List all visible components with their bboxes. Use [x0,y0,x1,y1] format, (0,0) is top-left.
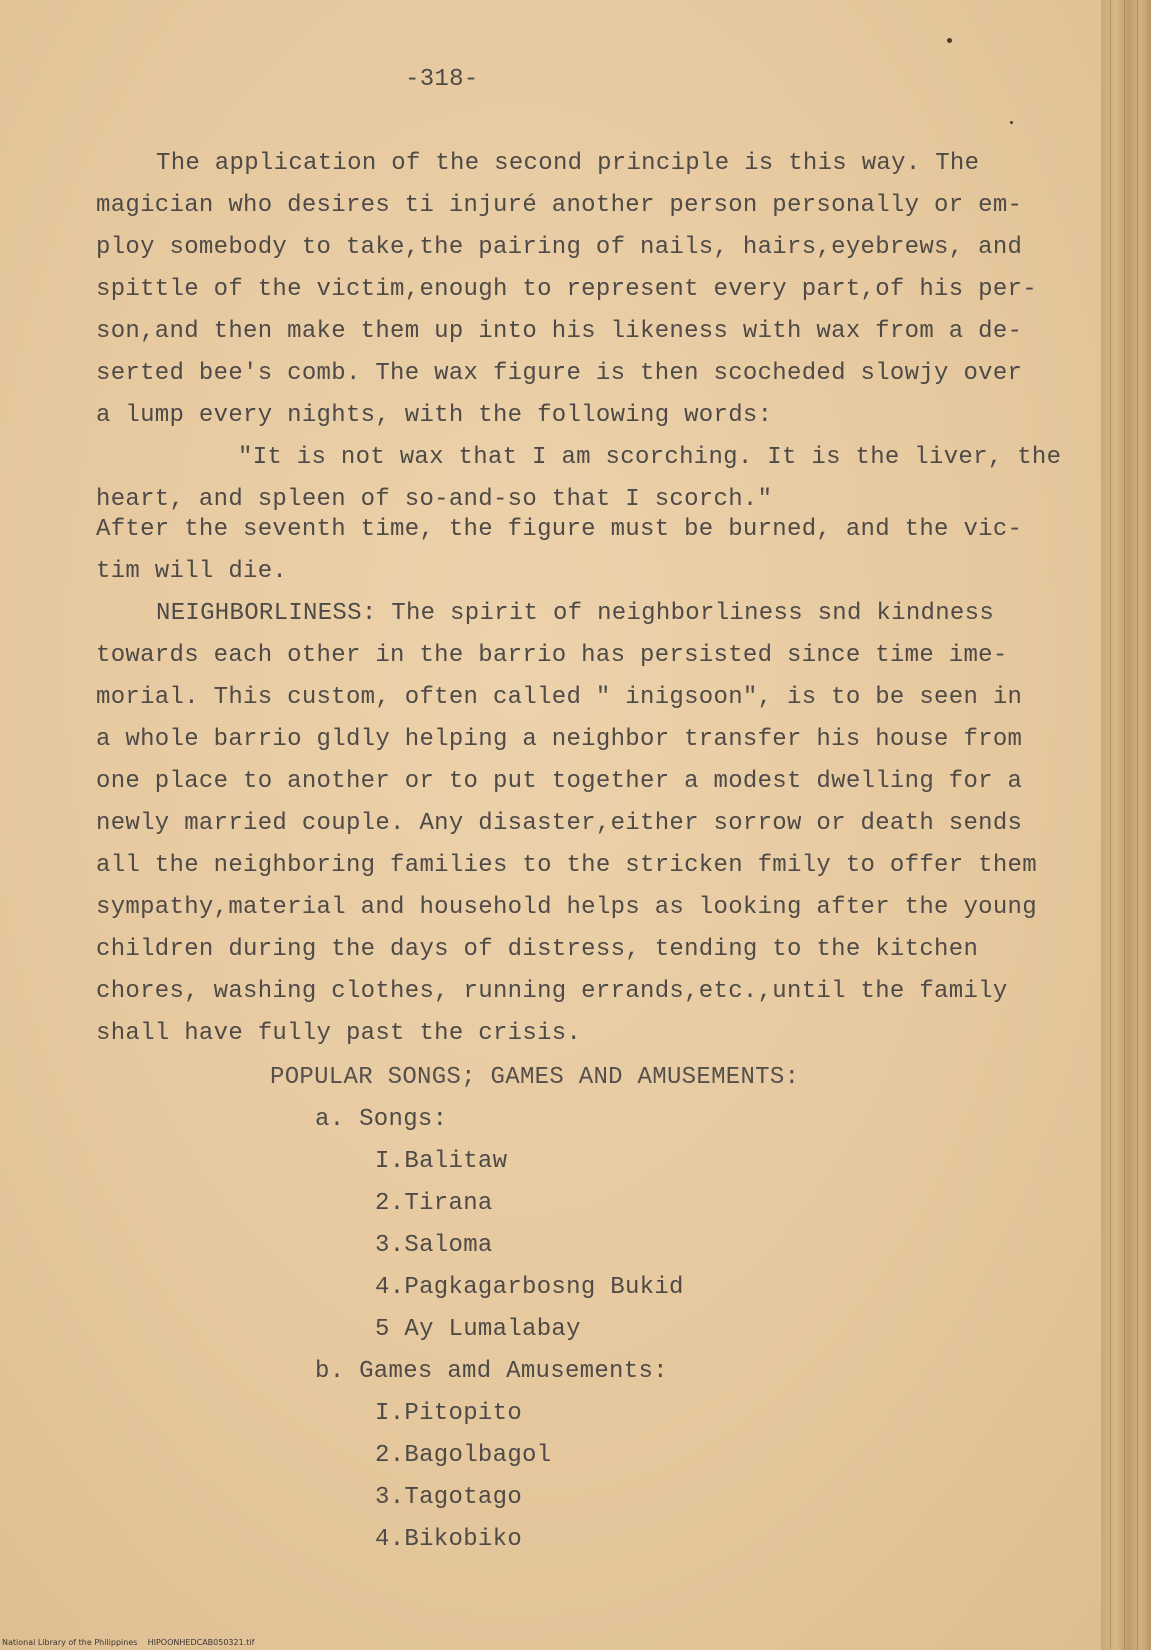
text-line: shall have fully past the crisis. [96,1020,582,1047]
scan-footer: National Library of the Philippines HIPOONHEDCAB050321.tif [2,1638,255,1647]
text-line: spittle of the victim,enough to represent every part,of his per- [96,276,1037,303]
text-line: chores, washing clothes, running errands,etc.,until the family [96,978,1008,1005]
text-line: newly married couple. Any disaster,either sorrow or death sends [96,810,1023,837]
songs-label: a. Songs: [315,1106,448,1133]
text-line: sympathy,material and household helps as looking after the young [96,894,1037,921]
text-line: all the neighboring families to the stricken fmily to offer them [96,852,1037,879]
list-item: I.Pitopito [375,1400,523,1427]
text-line: a lump every nights, with the following words: [96,402,773,429]
text-line: After the seventh time, the figure must be burned, and the vic- [96,516,1023,543]
text-line: tim will die. [96,558,288,585]
text-line: son,and then make them up into his likeness with wax from a de- [96,318,1023,345]
edge-line [1137,0,1138,1650]
list-item: 4.Bikobiko [375,1526,523,1553]
ink-spot [947,38,952,43]
text-line: "It is not wax that I am scorching. It is the liver, the [238,444,1062,471]
list-item: 5 Ay Lumalabay [375,1316,581,1343]
list-item: 3.Saloma [375,1232,493,1259]
list-item: 2.Bagolbagol [375,1442,552,1469]
text-line: a whole barrio gldly helping a neighbor transfer his house from [96,726,1023,753]
text-line: towards each other in the barrio has persisted since time ime- [96,642,1008,669]
text-line: The application of the second principle is this way. The [156,150,980,177]
list-item: 3.Tagotago [375,1484,523,1511]
text-line: children during the days of distress, tending to the kitchen [96,936,979,963]
games-label: b. Games amd Amusements: [315,1358,668,1385]
text-line: one place to another or to put together a modest dwelling for a [96,768,1023,795]
page-number: -318- [405,66,479,93]
text-line: serted bee's comb. The wax figure is then scocheded slowjy over [96,360,1023,387]
list-item: I.Balitaw [375,1148,508,1175]
edge-line [1124,0,1125,1650]
text-line: morial. This custom, often called " inigsoon", is to be seen in [96,684,1023,711]
ink-spot [1010,121,1013,124]
text-line: ploy somebody to take,the pairing of nails, hairs,eyebrews, and [96,234,1023,261]
section-heading: POPULAR SONGS; GAMES AND AMUSEMENTS: [270,1064,800,1091]
text-line: NEIGHBORLINESS: The spirit of neighborliness snd kindness [156,600,995,627]
page-edge [1101,0,1151,1650]
text-line: magician who desires ti injuré another person personally or em- [96,192,1023,219]
list-item: 4.Pagkagarbosng Bukid [375,1274,684,1301]
list-item: 2.Tirana [375,1190,493,1217]
text-line: heart, and spleen of so-and-so that I scorch." [96,486,773,513]
edge-line [1110,0,1111,1650]
